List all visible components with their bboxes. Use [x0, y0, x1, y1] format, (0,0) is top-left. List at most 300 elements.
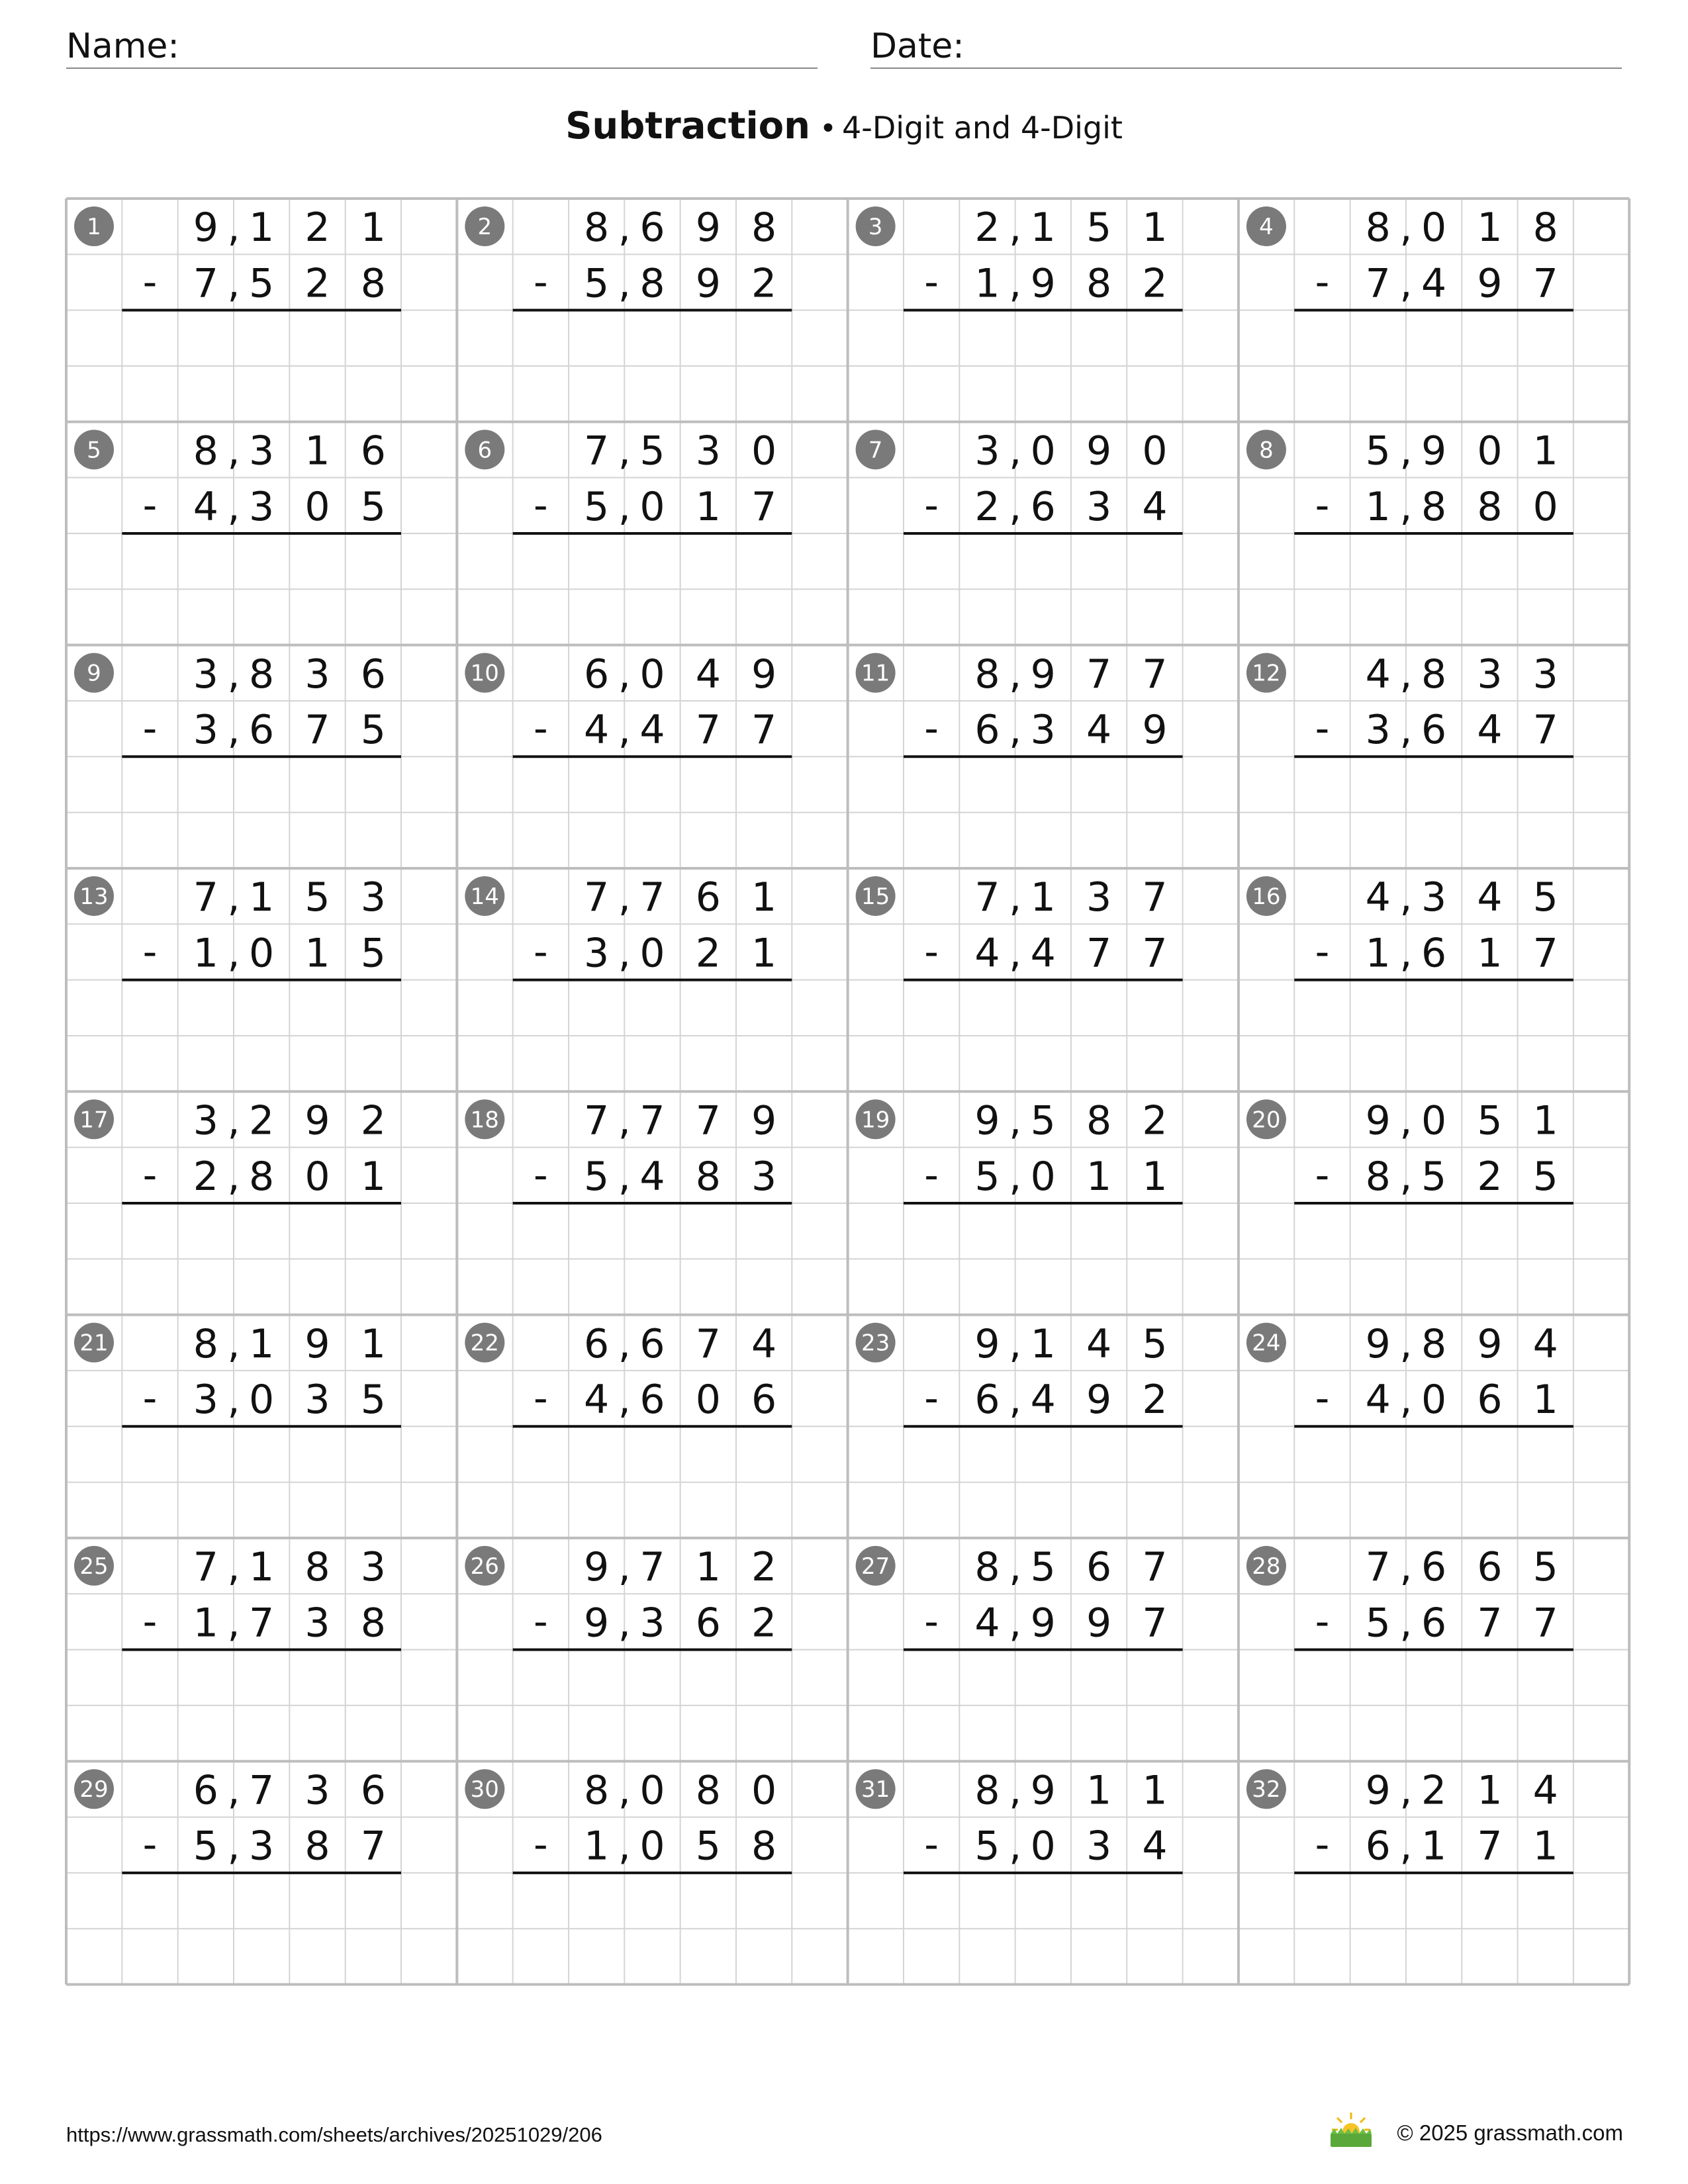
subtrahend-digit: , — [227, 1600, 240, 1647]
subtrahend-digit: 8 — [639, 260, 665, 307]
problem-number: 29 — [79, 1776, 109, 1803]
subtrahend-digit: , — [618, 930, 631, 977]
minuend-digit: , — [227, 651, 240, 698]
subtrahend-digit: 1 — [193, 1600, 218, 1647]
subtrahend-digit: , — [1399, 707, 1413, 754]
problem-number: 11 — [861, 660, 890, 687]
minuend-digit: 0 — [639, 1767, 665, 1814]
minuend-digit: 1 — [305, 428, 330, 475]
subtrahend-digit: 7 — [1532, 707, 1558, 754]
subtrahend-digit: 4 — [1030, 1377, 1056, 1424]
minus-sign: - — [533, 1821, 548, 1868]
subtrahend-digit: 0 — [1532, 483, 1558, 530]
minuend-digit: 1 — [249, 1544, 275, 1591]
subtrahend-digit: , — [1399, 483, 1413, 530]
answer-area[interactable] — [1294, 535, 1573, 643]
minuend-digit: 9 — [1030, 1767, 1056, 1814]
subtrahend-digit: 4 — [974, 1600, 1000, 1647]
answer-area[interactable] — [904, 758, 1183, 866]
minuend-digit: 1 — [249, 205, 275, 251]
answer-area[interactable] — [1294, 1428, 1573, 1536]
subtrahend-digit: 6 — [1030, 483, 1056, 530]
subtrahend-digit: 6 — [974, 707, 1000, 754]
footer-copyright: © 2025 grassmath.com — [1397, 2120, 1623, 2145]
minuend-digit: 0 — [1477, 428, 1503, 475]
subtrahend-digit: 5 — [360, 1377, 386, 1424]
subtrahend-digit: 0 — [249, 930, 275, 977]
subtrahend-digit: 7 — [751, 707, 777, 754]
subtrahend-digit: , — [1399, 1823, 1413, 1870]
minuend-digit: 2 — [249, 1097, 275, 1144]
problem-number: 7 — [868, 437, 883, 464]
answer-area[interactable] — [513, 1205, 792, 1313]
minuend-digit: 2 — [1421, 1767, 1447, 1814]
subtrahend-digit: 6 — [1421, 707, 1447, 754]
subtrahend-digit: , — [1399, 930, 1413, 977]
answer-area[interactable] — [904, 1875, 1183, 1983]
minuend-digit: 4 — [751, 1320, 777, 1367]
subtrahend-digit: , — [1009, 707, 1022, 754]
subtrahend-digit: , — [1009, 1823, 1022, 1870]
subtrahend-digit: 0 — [639, 930, 665, 977]
subtrahend-digit: , — [618, 1377, 631, 1424]
subtrahend-digit: 7 — [1365, 260, 1391, 307]
subtrahend-digit: 3 — [1086, 483, 1112, 530]
subtrahend-digit: 1 — [751, 930, 777, 977]
minuend-digit: 8 — [974, 1767, 1000, 1814]
minuend-digit: , — [227, 205, 240, 251]
answer-area[interactable] — [513, 535, 792, 643]
minuend-digit: 1 — [360, 205, 386, 251]
minuend-digit: 3 — [193, 1097, 218, 1144]
subtrahend-digit: 6 — [695, 1600, 721, 1647]
minuend-digit: , — [227, 874, 240, 921]
answer-area[interactable] — [904, 535, 1183, 643]
minuend-digit: 1 — [1030, 1320, 1056, 1367]
minuend-digit: , — [1399, 874, 1413, 921]
minuend-digit: 6 — [360, 651, 386, 698]
problem-number: 13 — [79, 883, 109, 910]
minuend-digit: 6 — [695, 874, 721, 921]
subtrahend-digit: , — [618, 1823, 631, 1870]
answer-area[interactable] — [1294, 1205, 1573, 1313]
subtrahend-digit: 3 — [305, 1600, 330, 1647]
subtrahend-digit: 7 — [305, 707, 330, 754]
subtrahend-digit: 8 — [305, 1823, 330, 1870]
minuend-digit: 3 — [305, 1767, 330, 1814]
minus-sign: - — [924, 259, 939, 306]
minuend-digit: , — [618, 205, 631, 251]
minuend-digit: 7 — [974, 874, 1000, 921]
minuend-digit: 1 — [1477, 205, 1503, 251]
answer-area[interactable] — [513, 1652, 792, 1760]
minuend-digit: 2 — [974, 205, 1000, 251]
minuend-digit: , — [1399, 1544, 1413, 1591]
minuend-digit: 0 — [1030, 428, 1056, 475]
minus-sign: - — [1315, 1152, 1330, 1199]
minuend-digit: 9 — [1365, 1767, 1391, 1814]
minuend-digit: 9 — [1086, 428, 1112, 475]
problem-number: 21 — [79, 1330, 109, 1357]
subtrahend-digit: 5 — [360, 483, 386, 530]
minuend-digit: , — [227, 428, 240, 475]
minuend-digit: 5 — [1532, 1544, 1558, 1591]
answer-area[interactable] — [904, 312, 1183, 420]
minuend-digit: 6 — [193, 1767, 218, 1814]
subtrahend-digit: , — [227, 260, 240, 307]
minuend-digit: 8 — [1421, 1320, 1447, 1367]
minuend-digit: 9 — [1365, 1097, 1391, 1144]
subtrahend-digit: 9 — [1030, 260, 1056, 307]
minuend-digit: 1 — [249, 1320, 275, 1367]
minuend-digit: , — [1009, 874, 1022, 921]
answer-area[interactable] — [122, 535, 401, 643]
answer-area[interactable] — [1294, 1875, 1573, 1983]
minuend-digit: 5 — [1030, 1097, 1056, 1144]
answer-area[interactable] — [122, 1875, 401, 1983]
minuend-digit: 7 — [695, 1097, 721, 1144]
minuend-digit: 7 — [193, 1544, 218, 1591]
subtrahend-digit: 1 — [360, 1153, 386, 1200]
minuend-digit: 9 — [305, 1097, 330, 1144]
minus-sign: - — [924, 1598, 939, 1645]
minuend-digit: 3 — [360, 874, 386, 921]
minuend-digit: 7 — [584, 874, 610, 921]
minuend-digit: 7 — [639, 874, 665, 921]
subtrahend-digit: 2 — [1142, 1377, 1168, 1424]
subtrahend-digit: 5 — [360, 930, 386, 977]
minus-sign: - — [533, 1152, 548, 1199]
answer-area[interactable] — [122, 982, 401, 1090]
subtrahend-digit: 1 — [1142, 1153, 1168, 1200]
subtrahend-digit: 5 — [584, 1153, 610, 1200]
subtrahend-digit: 9 — [1142, 707, 1168, 754]
subtrahend-digit: 2 — [751, 1600, 777, 1647]
subtrahend-digit: 6 — [249, 707, 275, 754]
subtrahend-digit: 5 — [584, 483, 610, 530]
minuend-digit: 8 — [193, 1320, 218, 1367]
subtrahend-digit: 0 — [1030, 1823, 1056, 1870]
minuend-digit: 8 — [584, 205, 610, 251]
subtrahend-digit: 8 — [360, 260, 386, 307]
minuend-digit: 3 — [193, 651, 218, 698]
subtrahend-digit: , — [1399, 1377, 1413, 1424]
minuend-digit: 1 — [360, 1320, 386, 1367]
minus-sign: - — [533, 929, 548, 976]
problem-number: 4 — [1259, 214, 1274, 240]
subtrahend-digit: 5 — [1421, 1153, 1447, 1200]
minus-sign: - — [1315, 1375, 1330, 1422]
minuend-digit: 8 — [1532, 205, 1558, 251]
subtrahend-digit: 6 — [974, 1377, 1000, 1424]
minuend-digit: 9 — [305, 1320, 330, 1367]
minuend-digit: 0 — [751, 1767, 777, 1814]
subtrahend-digit: 4 — [1477, 707, 1503, 754]
answer-area[interactable] — [904, 1652, 1183, 1760]
answer-area[interactable] — [122, 1428, 401, 1536]
subtrahend-digit: , — [1399, 1153, 1413, 1200]
minuend-digit: 9 — [695, 205, 721, 251]
minuend-digit: 2 — [751, 1544, 777, 1591]
minuend-digit: 7 — [1086, 651, 1112, 698]
subtrahend-digit: 3 — [249, 1823, 275, 1870]
answer-area[interactable] — [513, 1875, 792, 1983]
minuend-digit: 7 — [193, 874, 218, 921]
minuend-digit: , — [1009, 1544, 1022, 1591]
answer-area[interactable] — [122, 758, 401, 866]
subtrahend-digit: , — [1009, 260, 1022, 307]
minuend-digit: 8 — [193, 428, 218, 475]
problem-number: 32 — [1252, 1776, 1281, 1803]
subtrahend-digit: 8 — [360, 1600, 386, 1647]
problem-number: 2 — [477, 214, 492, 240]
answer-area[interactable] — [513, 758, 792, 866]
subtrahend-digit: 1 — [695, 483, 721, 530]
minus-sign: - — [533, 1375, 548, 1422]
subtrahend-digit: 0 — [639, 1823, 665, 1870]
subtrahend-digit: 7 — [193, 260, 218, 307]
minuend-digit: 6 — [639, 205, 665, 251]
minus-sign: - — [924, 1821, 939, 1868]
minuend-digit: 1 — [1142, 205, 1168, 251]
minuend-digit: 3 — [974, 428, 1000, 475]
minuend-digit: , — [1399, 1320, 1413, 1367]
problem-number: 27 — [861, 1553, 890, 1580]
answer-area[interactable] — [904, 982, 1183, 1090]
minus-sign: - — [142, 1598, 158, 1645]
subtrahend-digit: , — [1009, 1377, 1022, 1424]
minuend-digit: 7 — [1142, 874, 1168, 921]
minuend-digit: , — [1399, 1767, 1413, 1814]
minuend-digit: 9 — [193, 205, 218, 251]
minus-sign: - — [142, 259, 158, 306]
problem-number: 1 — [87, 214, 101, 240]
minus-sign: - — [1315, 1821, 1330, 1868]
answer-area[interactable] — [904, 1205, 1183, 1313]
minuend-digit: 1 — [1030, 874, 1056, 921]
subtrahend-digit: 7 — [1142, 1600, 1168, 1647]
answer-area[interactable] — [1294, 1652, 1573, 1760]
minuend-digit: 4 — [1532, 1767, 1558, 1814]
problem-number: 20 — [1252, 1107, 1281, 1134]
subtrahend-digit: 4 — [584, 707, 610, 754]
minuend-digit: 0 — [639, 651, 665, 698]
problem-number: 18 — [470, 1107, 499, 1134]
minus-sign: - — [924, 705, 939, 752]
minuend-digit: 5 — [1365, 428, 1391, 475]
minuend-digit: 4 — [695, 651, 721, 698]
minuend-digit: 9 — [974, 1097, 1000, 1144]
subtrahend-digit: , — [618, 483, 631, 530]
subtrahend-digit: 1 — [1532, 1377, 1558, 1424]
answer-area[interactable] — [122, 1205, 401, 1313]
subtrahend-digit: 2 — [695, 930, 721, 977]
minuend-digit: 8 — [974, 1544, 1000, 1591]
answer-area[interactable] — [1294, 312, 1573, 420]
subtrahend-digit: 3 — [639, 1600, 665, 1647]
minus-sign: - — [924, 1375, 939, 1422]
minuend-digit: , — [618, 428, 631, 475]
minuend-digit: , — [1009, 1097, 1022, 1144]
subtrahend-digit: 1 — [584, 1823, 610, 1870]
subtrahend-digit: , — [1009, 1153, 1022, 1200]
minuend-digit: 6 — [360, 428, 386, 475]
subtrahend-digit: 1 — [1365, 930, 1391, 977]
minuend-digit: , — [227, 1097, 240, 1144]
subtrahend-digit: 6 — [1477, 1377, 1503, 1424]
minuend-digit: 4 — [1365, 874, 1391, 921]
subtrahend-digit: 7 — [695, 707, 721, 754]
answer-area[interactable] — [513, 312, 792, 420]
minuend-digit: , — [618, 1320, 631, 1367]
minuend-digit: 7 — [584, 428, 610, 475]
minuend-digit: 8 — [1086, 1097, 1112, 1144]
subtrahend-digit: 5 — [193, 1823, 218, 1870]
minuend-digit: 5 — [639, 428, 665, 475]
minus-sign: - — [533, 1598, 548, 1645]
minuend-digit: 2 — [305, 205, 330, 251]
date-label: Date: — [870, 26, 964, 66]
subtrahend-digit: 7 — [1086, 930, 1112, 977]
subtrahend-digit: 1 — [1365, 483, 1391, 530]
minus-sign: - — [1315, 929, 1330, 976]
minuend-digit: 5 — [1532, 874, 1558, 921]
subtrahend-digit: 1 — [974, 260, 1000, 307]
subtrahend-digit: 8 — [751, 1823, 777, 1870]
minuend-digit: 3 — [1532, 651, 1558, 698]
subtrahend-digit: 6 — [751, 1377, 777, 1424]
minuend-digit: , — [1009, 1320, 1022, 1367]
subtrahend-digit: 3 — [249, 483, 275, 530]
minuend-digit: 1 — [1086, 1767, 1112, 1814]
minus-sign: - — [533, 259, 548, 306]
subtrahend-digit: 1 — [1477, 930, 1503, 977]
subtrahend-digit: 9 — [1477, 260, 1503, 307]
subtrahend-digit: 1 — [305, 930, 330, 977]
subtrahend-digit: 9 — [1086, 1377, 1112, 1424]
subtrahend-digit: , — [1399, 1600, 1413, 1647]
minuend-digit: 7 — [249, 1767, 275, 1814]
subtrahend-digit: 7 — [1532, 260, 1558, 307]
minuend-digit: 8 — [695, 1767, 721, 1814]
subtrahend-digit: 2 — [974, 483, 1000, 530]
minuend-digit: 8 — [1365, 205, 1391, 251]
subtrahend-digit: 7 — [751, 483, 777, 530]
problem-number: 12 — [1252, 660, 1281, 687]
subtrahend-digit: 0 — [695, 1377, 721, 1424]
minuend-digit: 6 — [1421, 1544, 1447, 1591]
subtrahend-digit: 4 — [193, 483, 218, 530]
subtrahend-digit: 9 — [1086, 1600, 1112, 1647]
subtrahend-digit: 3 — [1086, 1823, 1112, 1870]
subtrahend-digit: 8 — [1365, 1153, 1391, 1200]
minuend-digit: 7 — [639, 1097, 665, 1144]
minuend-digit: 9 — [1030, 651, 1056, 698]
answer-area[interactable] — [122, 1652, 401, 1760]
subtrahend-digit: 2 — [751, 260, 777, 307]
subtrahend-digit: 4 — [1421, 260, 1447, 307]
subtrahend-digit: , — [227, 930, 240, 977]
subtrahend-digit: 5 — [584, 260, 610, 307]
minuend-digit: 0 — [1421, 1097, 1447, 1144]
minuend-digit: 6 — [584, 1320, 610, 1367]
minus-sign: - — [1315, 1598, 1330, 1645]
minuend-digit: 1 — [695, 1544, 721, 1591]
minuend-digit: 4 — [1365, 651, 1391, 698]
answer-area[interactable] — [904, 1428, 1183, 1536]
minuend-digit: 2 — [1142, 1097, 1168, 1144]
subtrahend-digit: , — [227, 1153, 240, 1200]
minuend-digit: 3 — [305, 651, 330, 698]
minuend-digit: , — [1399, 205, 1413, 251]
subtrahend-digit: 9 — [695, 260, 721, 307]
minuend-digit: 1 — [249, 874, 275, 921]
minus-sign: - — [142, 482, 158, 529]
problem-number: 31 — [861, 1776, 890, 1803]
subtrahend-digit: 0 — [305, 1153, 330, 1200]
subtrahend-digit: 7 — [1477, 1823, 1503, 1870]
subtrahend-digit: 7 — [1532, 1600, 1558, 1647]
minuend-digit: 7 — [639, 1544, 665, 1591]
subtrahend-digit: 1 — [193, 930, 218, 977]
subtrahend-digit: 8 — [1086, 260, 1112, 307]
minuend-digit: , — [618, 1097, 631, 1144]
subtrahend-digit: 4 — [1142, 483, 1168, 530]
subtrahend-digit: 4 — [639, 1153, 665, 1200]
minuend-digit: 3 — [1086, 874, 1112, 921]
minuend-digit: 1 — [1532, 1097, 1558, 1144]
minus-sign: - — [924, 1152, 939, 1199]
minus-sign: - — [142, 929, 158, 976]
problem-number: 22 — [470, 1330, 499, 1357]
subtrahend-digit: 2 — [193, 1153, 218, 1200]
minuend-digit: 9 — [751, 651, 777, 698]
subtrahend-digit: , — [1009, 930, 1022, 977]
minuend-digit: 8 — [751, 205, 777, 251]
subtrahend-digit: 2 — [1142, 260, 1168, 307]
minuend-digit: 9 — [1365, 1320, 1391, 1367]
title-subtitle: 4-Digit and 4-Digit — [841, 110, 1123, 146]
answer-area[interactable] — [513, 1428, 792, 1536]
answer-area[interactable] — [1294, 982, 1573, 1090]
minus-sign: - — [142, 705, 158, 752]
subtrahend-digit: 8 — [695, 1153, 721, 1200]
subtrahend-digit: 6 — [1365, 1823, 1391, 1870]
subtrahend-digit: 1 — [1421, 1823, 1447, 1870]
subtrahend-digit: , — [227, 707, 240, 754]
subtrahend-digit: , — [1399, 260, 1413, 307]
minuend-digit: 4 — [1477, 874, 1503, 921]
minuend-digit: , — [618, 1767, 631, 1814]
subtrahend-digit: 1 — [1532, 1823, 1558, 1870]
minuend-digit: 1 — [1477, 1767, 1503, 1814]
answer-area[interactable] — [1294, 758, 1573, 866]
answer-area[interactable] — [122, 312, 401, 420]
problem-number: 8 — [1259, 437, 1274, 464]
answer-area[interactable] — [513, 982, 792, 1090]
subtrahend-digit: , — [618, 1600, 631, 1647]
minuend-digit: , — [1009, 428, 1022, 475]
subtrahend-digit: 3 — [1365, 707, 1391, 754]
subtrahend-digit: 9 — [584, 1600, 610, 1647]
minuend-digit: 4 — [1086, 1320, 1112, 1367]
subtrahend-digit: 6 — [1421, 930, 1447, 977]
minuend-digit: 0 — [1142, 428, 1168, 475]
subtrahend-digit: 4 — [974, 930, 1000, 977]
problem-number: 25 — [79, 1553, 109, 1580]
subtrahend-digit: 0 — [249, 1377, 275, 1424]
minuend-digit: 8 — [974, 651, 1000, 698]
